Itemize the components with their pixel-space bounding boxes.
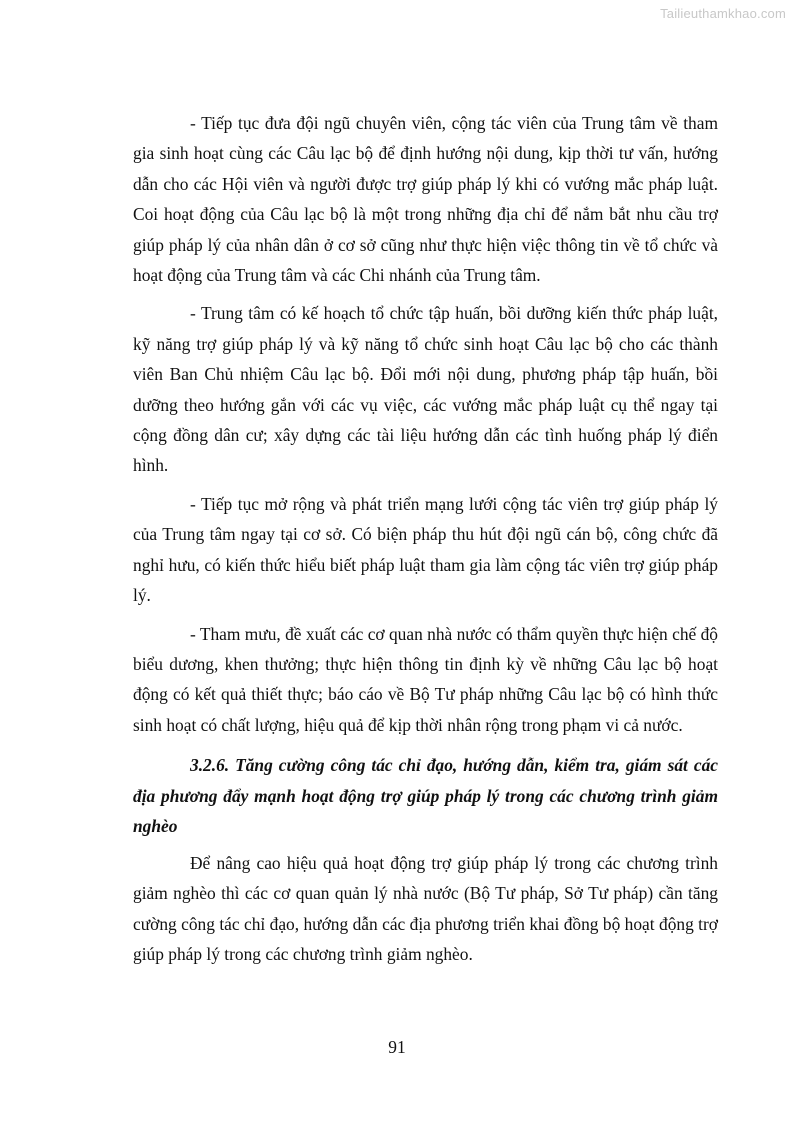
paragraph-3: - Tiếp tục mở rộng và phát triển mạng lưới cộng tác viên trợ giúp pháp lý của Trung tâm ngay tại cơ sở. Có biện pháp thu hút đội ngũ cán bộ, công chức đã nghỉ hưu, có kiến thức hiểu biết pháp luật tham gia làm cộng tác viên trợ giúp pháp lý. [133, 493, 718, 606]
paragraph-4: - Tham mưu, đề xuất các cơ quan nhà nước có thẩm quyền thực hiện chế độ biểu dương, khen thưởng; thực hiện thông tin định kỳ về những Câu lạc bộ hoạt động có kết quả thiết thực; báo cáo về Bộ Tư pháp những Câu lạc bộ có hình thức sinh hoạt có chất lượng, hiệu quả để kịp thời nhân rộng trong phạm vi cả nước. [133, 623, 718, 735]
watermark: Tailieuthamkhao.com [660, 6, 786, 21]
paragraph-1: - Tiếp tục đưa đội ngũ chuyên viên, cộng tác viên của Trung tâm về tham gia sinh hoạt cùng các Câu lạc bộ để định hướng nội dung, kịp thời tư vấn, hướng dẫn cho các Hội viên và người được trợ giúp pháp lý khi có vướng mắc pháp luật. Coi hoạt động của Câu lạc bộ là một trong những địa chỉ để nắm bắt nhu cầu trợ giúp pháp lý của nhân dân ở cơ sở cũng như thực hiện việc thông tin về tổ chức và hoạt động của Trung tâm và các Chi nhánh của Trung tâm. [133, 113, 718, 286]
paragraph-2: - Trung tâm có kế hoạch tổ chức tập huấn, bồi dưỡng kiến thức pháp luật, kỹ năng trợ giúp pháp lý và kỹ năng tổ chức sinh hoạt Câu lạc bộ cho các thành viên Ban Chủ nhiệm Câu lạc bộ. Đổi mới nội dung, phương pháp tập huấn, bồi dưỡng theo hướng gắn với các vụ việc, các vướng mắc pháp luật cụ thể ngay tại cộng đồng dân cư; xây dựng các tài liệu hướng dẫn các tình huống pháp lý điển hình. [133, 303, 718, 476]
section-paragraph: Để nâng cao hiệu quả hoạt động trợ giúp pháp lý trong các chương trình giảm nghèo thì các cơ quan quản lý nhà nước (Bộ Tư pháp, Sở Tư pháp) cần tăng cường công tác chỉ đạo, hướng dẫn các địa phương triển khai đồng bộ hoạt động trợ giúp pháp lý trong các chương trình giảm nghèo. [133, 852, 718, 965]
page-number: 91 [388, 1037, 406, 1057]
section-heading: 3.2.6. Tăng cường công tác chỉ đạo, hướng dẫn, kiểm tra, giám sát các địa phương đẩy mạnh hoạt động trợ giúp pháp lý trong các chương trình giảm nghèo [133, 755, 718, 837]
page-body [133, 108, 718, 978]
